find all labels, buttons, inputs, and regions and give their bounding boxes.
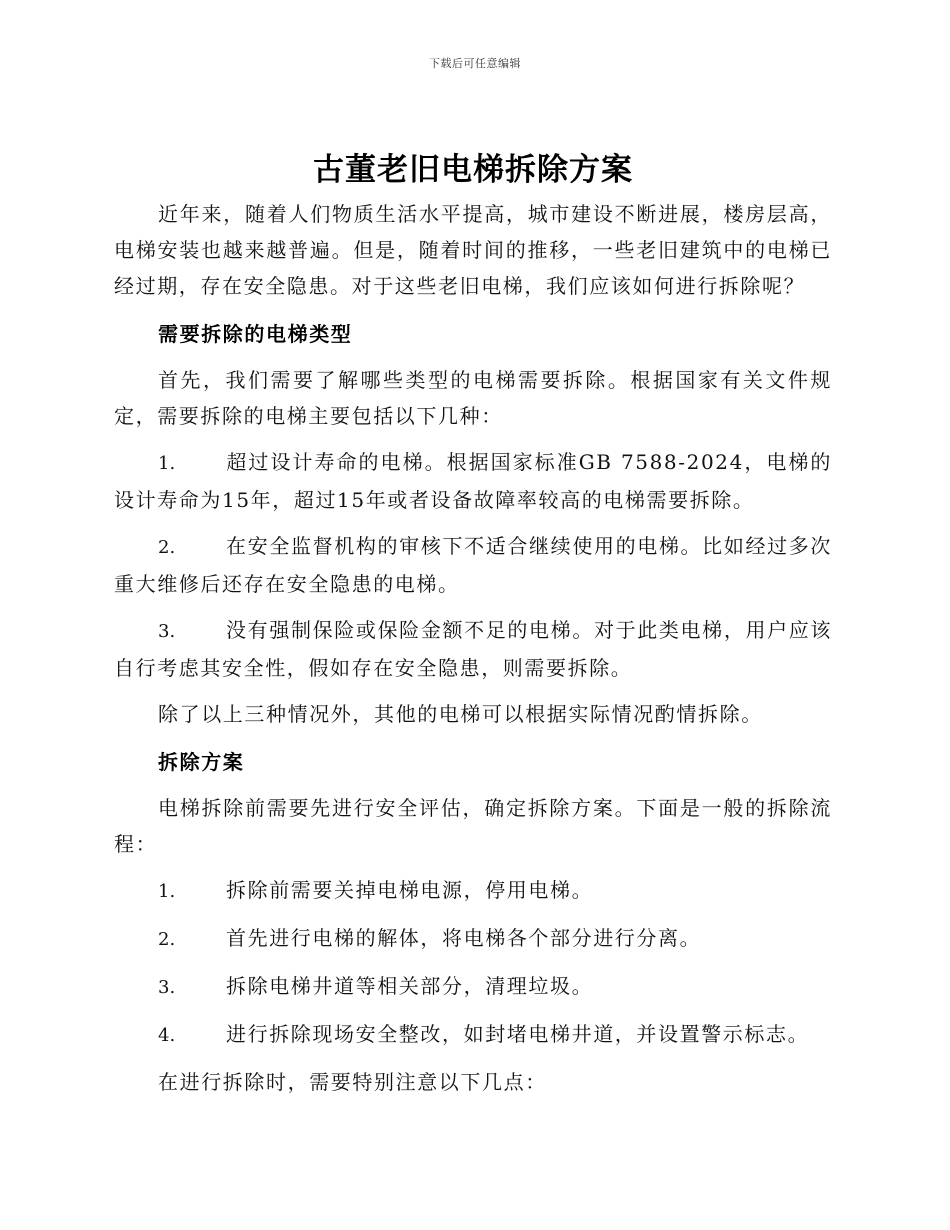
list-item bbox=[114, 872, 832, 910]
section1-lead-paragraph: 首先，我们需要了解哪些类型的电梯需要拆除。根据国家有关文件规定，需要拆除的电梯主要包括以下几种： bbox=[114, 368, 832, 428]
list-item-text: 拆除前需要关掉电梯电源，停用电梯。 bbox=[226, 878, 594, 902]
list-item-number: 2. bbox=[158, 537, 176, 558]
document-body bbox=[114, 148, 832, 1100]
list-item-number: 3. bbox=[158, 977, 176, 998]
document-title: 古董老旧电梯拆除方案 bbox=[313, 152, 633, 188]
list-item bbox=[114, 920, 832, 958]
intro-paragraph: 近年来，随着人们物质生活水平提高，城市建设不断进展，楼房层高，电梯安装也越来越普遍。但是，随着时间的推移，一些老旧建筑中的电梯已经过期，存在安全隐患。对于这些老旧电梯，我们应该如何进行拆除呢？ bbox=[114, 202, 832, 298]
list-item bbox=[114, 528, 832, 602]
section-heading-removal-plan: 拆除方案 bbox=[158, 750, 245, 774]
section2-lead-paragraph: 电梯拆除前需要先进行安全评估，确定拆除方案。下面是一般的拆除流程： bbox=[114, 796, 832, 856]
list-item-number: 3. bbox=[158, 621, 176, 642]
list-item bbox=[114, 444, 832, 518]
list-item-text: 在安全监督机构的审核下不适合继续使用的电梯。比如经过多次重大维修后还存在安全隐患的电梯。 bbox=[114, 534, 832, 596]
list-item-text: 超过设计寿命的电梯。根据国家标准GB 7588-2024，电梯的设计寿命为15年，超过15年或者设备故障率较高的电梯需要拆除。 bbox=[114, 450, 832, 512]
list-item bbox=[114, 1016, 832, 1054]
list-item bbox=[114, 968, 832, 1006]
section1-closing-paragraph: 除了以上三种情况外，其他的电梯可以根据实际情况酌情拆除。 bbox=[158, 702, 763, 726]
running-header: 下载后可任意编辑 bbox=[429, 57, 521, 70]
list-item-text: 没有强制保险或保险金额不足的电梯。对于此类电梯，用户应该自行考虑其安全性，假如存在安全隐患，则需要拆除。 bbox=[114, 618, 832, 680]
list-item bbox=[114, 612, 832, 686]
list-item-text: 首先进行电梯的解体，将电梯各个部分进行分离。 bbox=[226, 926, 702, 950]
list-item-number: 4. bbox=[158, 1025, 176, 1046]
list-item-number: 1. bbox=[158, 453, 176, 474]
section2-closing-paragraph: 在进行拆除时，需要特别注意以下几点： bbox=[158, 1070, 547, 1094]
list-item-text: 进行拆除现场安全整改，如封堵电梯井道，并设置警示标志。 bbox=[226, 1022, 810, 1046]
list-item-number: 1. bbox=[158, 881, 176, 902]
list-item-text: 拆除电梯井道等相关部分，清理垃圾。 bbox=[226, 974, 594, 998]
list-item-number: 2. bbox=[158, 929, 176, 950]
section-heading-elevator-types: 需要拆除的电梯类型 bbox=[158, 322, 353, 346]
